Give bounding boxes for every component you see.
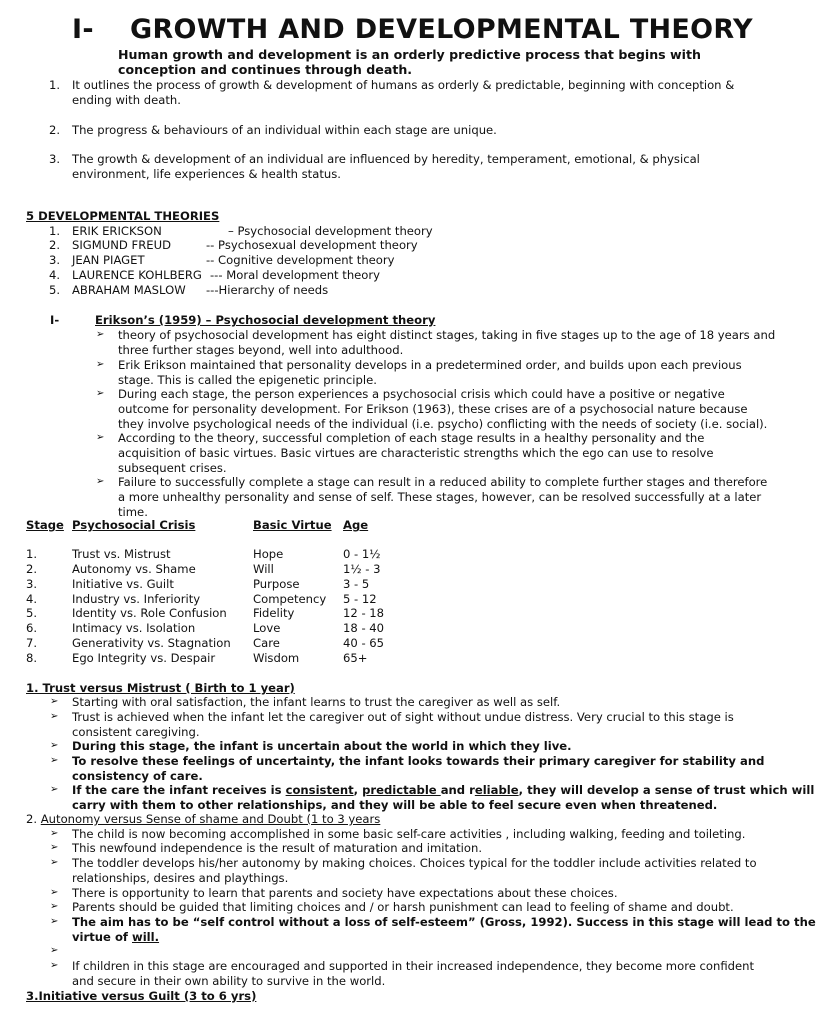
list-item: ➢ The toddler develops his/her autonomy by making choices. Choices typical for the toddler include activities related to relationships, desires and playthings. bbox=[50, 856, 757, 885]
list-item bbox=[50, 944, 750, 959]
list-item: ➢ Failure to successfully complete a stage can result in a reduced ability to complete further stages and therefore a more unhealthy personality and sense of self. These stages, however, can be resolved successfully at a later time. bbox=[96, 475, 768, 519]
arrow-bullet-icon: ➢ bbox=[50, 842, 59, 853]
list-item: ➢ If children in this stage are encouraged and supported in their increased independence, they become more confident and secure in their own ability to survive in the world. bbox=[50, 959, 755, 988]
list-item: ➢ Erik Erikson maintained that personality develops in a predetermined order, and builds upon each previous stage. This is called the epigenetic principle. bbox=[96, 358, 742, 387]
table-row: 3. Initiative vs. Guilt Purpose 3 - 5 bbox=[26, 577, 370, 591]
table-row: 7. Generativity vs. Stagnation Care 40 - 65 bbox=[26, 636, 385, 650]
arrow-bullet-icon: ➢ bbox=[50, 784, 59, 795]
list-item: ➢ The child is now becoming accomplished in some basic self-care activities , including walking, feeding and toileting. bbox=[50, 827, 746, 841]
list-item: ➢ Trust is achieved when the infant let the caregiver out of sight without undue distress. Very crucial to this stage is consistent caregiving. bbox=[50, 710, 734, 739]
table-row: 8. Ego Integrity vs. Despair Wisdom 65+ bbox=[26, 651, 368, 665]
initiative-heading: 3.Initiative versus Guilt (3 to 6 yrs) bbox=[26, 989, 257, 1003]
arrow-bullet-icon: ➢ bbox=[50, 916, 59, 927]
erikson-roman: I- bbox=[50, 313, 60, 327]
erikson-heading: Erikson’s (1959) – Psychosocial development theory bbox=[95, 313, 436, 327]
autonomy-heading: 2. Autonomy versus Sense of shame and Doubt (1 to 3 years bbox=[26, 812, 381, 826]
arrow-bullet-icon: ➢ bbox=[50, 945, 59, 956]
table-row: 6. Intimacy vs. Isolation Love 18 - 40 bbox=[26, 621, 385, 635]
list-item: ➢ theory of psychosocial development has eight distinct stages, taking in five stages up to the age of 18 years and three further stages beyond, well into adulthood. bbox=[96, 328, 776, 357]
list-item: ➢ This newfound independence is the result of maturation and imitation. bbox=[50, 841, 483, 855]
arrow-bullet-icon: ➢ bbox=[50, 711, 59, 722]
list-item: ➢ Parents should be guided that limiting choices and / or harsh punishment can lead to feeling of shame and doubt. bbox=[50, 900, 734, 914]
table-row: 2. Autonomy vs. Shame Will 1½ - 3 bbox=[26, 562, 381, 576]
theories-heading: 5 DEVELOPMENTAL THEORIES bbox=[26, 209, 220, 223]
arrow-bullet-icon: ➢ bbox=[50, 696, 59, 707]
arrow-bullet-icon: ➢ bbox=[50, 857, 59, 868]
title-text: GROWTH AND DEVELOPMENTAL THEORY bbox=[130, 14, 753, 45]
list-item: ➢ During this stage, the infant is uncertain about the world in which they live. bbox=[50, 739, 572, 753]
arrow-bullet-icon: ➢ bbox=[50, 828, 59, 839]
arrow-bullet-icon: ➢ bbox=[96, 432, 105, 443]
arrow-bullet-icon: ➢ bbox=[50, 740, 59, 751]
table-row: 1. Trust vs. Mistrust Hope 0 - 1½ bbox=[26, 547, 381, 561]
title-roman: I- bbox=[72, 14, 94, 45]
table-row: 4. Industry vs. Inferiority Competency 5 - 12 bbox=[26, 592, 377, 606]
arrow-bullet-icon: ➢ bbox=[96, 476, 105, 487]
trust-heading: 1. Trust versus Mistrust ( Birth to 1 year) bbox=[26, 681, 295, 695]
arrow-bullet-icon: ➢ bbox=[50, 887, 59, 898]
list-item: ➢ If the care the infant receives is consistent, predictable and reliable, they will develop a sense of trust which will carry with them to other relationships, and they will be able to feel secure even when threatened. bbox=[50, 783, 815, 812]
table-header: Stage Psychosocial Crisis Basic Virtue Age bbox=[26, 518, 369, 532]
table-row: 5. Identity vs. Role Confusion Fidelity 12 - 18 bbox=[26, 606, 385, 620]
list-item: ➢ According to the theory, successful completion of each stage results in a healthy personality and the acquisition of basic virtues. Basic virtues are characteristic strengths which the ego can use to resolve subsequent crises. bbox=[96, 431, 714, 475]
list-item: ➢ There is opportunity to learn that parents and society have expectations about these choices. bbox=[50, 886, 618, 900]
page-title bbox=[72, 14, 753, 45]
list-item: ➢ Starting with oral satisfaction, the infant learns to trust the caregiver as well as self. bbox=[50, 695, 561, 709]
list-item: ➢ The aim has to be “self control without a loss of self-esteem” (Gross, 1992). Success in this stage will lead to the virtue of will. bbox=[50, 915, 816, 944]
list-item: ➢ To resolve these feelings of uncertainty, the infant looks towards their primary caregiver for stability and consistency of care. bbox=[50, 754, 765, 783]
list-item: ➢ During each stage, the person experiences a psychosocial crisis which could have a positive or negative outcome for personality development. For Erikson (1963), these crises are of a psychosocial nature because they involve psychological needs of the individual (i.e. psycho) conflicting with the needs of society (i.e. social). bbox=[96, 387, 768, 431]
arrow-bullet-icon: ➢ bbox=[50, 755, 59, 766]
arrow-bullet-icon: ➢ bbox=[96, 359, 105, 370]
subtitle: Human growth and development is an orderly predictive process that begins with conception and continues through death. bbox=[118, 47, 701, 77]
arrow-bullet-icon: ➢ bbox=[96, 388, 105, 399]
arrow-bullet-icon: ➢ bbox=[50, 960, 59, 971]
arrow-bullet-icon: ➢ bbox=[50, 901, 59, 912]
arrow-bullet-icon: ➢ bbox=[96, 329, 105, 340]
